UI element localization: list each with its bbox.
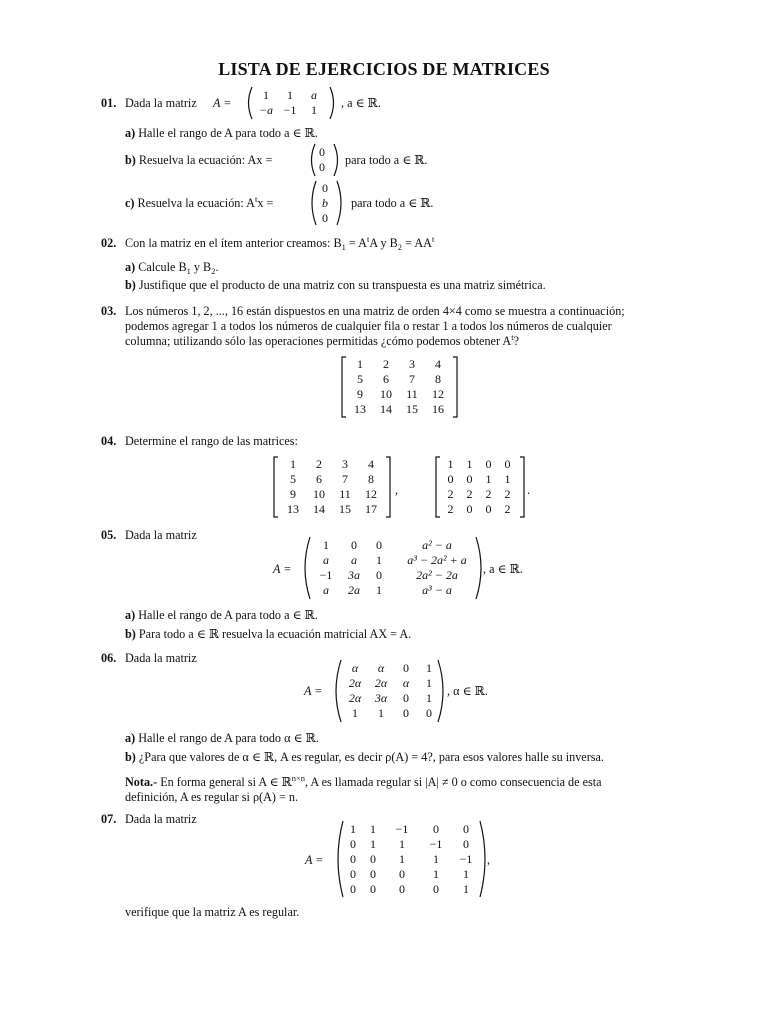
matrix-row — [280, 487, 384, 502]
matrix-cell: 0 — [399, 882, 405, 896]
matrix-table — [254, 88, 326, 118]
exercise-03-matrix — [347, 357, 451, 417]
matrix-row — [318, 211, 332, 226]
matrix-cell: 0 — [463, 822, 469, 836]
matrix-cell: 15 — [339, 502, 351, 516]
matrix-cell: 6 — [316, 472, 322, 486]
matrix-cell: 0 — [485, 502, 492, 516]
matrix-cell: α — [402, 676, 410, 690]
matrix-cell: 4 — [368, 457, 374, 471]
matrix-cell: 0 — [485, 457, 492, 471]
exercise-01c-tail: para todo a ∈ ℝ. — [351, 196, 434, 210]
matrix-cell: 0 — [433, 882, 439, 896]
matrix-cell: 12 — [432, 387, 444, 401]
matrix-cell: 2α — [348, 676, 362, 690]
matrix-cell: 2a — [348, 583, 360, 597]
matrix-cell: 2 — [466, 487, 473, 501]
matrix-cell: 0 — [463, 837, 469, 851]
exercise-06a: a) Halle el rango de A para todo α ∈ ℝ. — [125, 731, 319, 745]
exercise-06-condition: , α ∈ ℝ. — [447, 684, 488, 698]
exercise-07-matrix — [343, 822, 481, 897]
matrix-cell: 1 — [466, 457, 473, 471]
matrix-cell: 10 — [380, 387, 392, 401]
matrix-row — [441, 487, 517, 502]
matrix-cell: 6 — [383, 372, 389, 386]
matrix-cell: 0 — [370, 852, 376, 866]
matrix-cell: 0 — [350, 852, 356, 866]
matrix-cell: 1 — [376, 583, 382, 597]
matrix-cell: 17 — [365, 502, 377, 516]
matrix-cell: 1 — [287, 88, 293, 102]
matrix-cell: 2α — [374, 676, 388, 690]
matrix-row — [441, 457, 517, 472]
matrix-cell: 2 — [504, 487, 511, 501]
exercise-06-note-line1: Nota.- En forma general si A ∈ ℝ$^{n\times n}$, A es llamada regular si |A| ≠ 0 o como consecuencia de esta — [125, 773, 602, 789]
matrix-cell: 2 — [447, 487, 454, 501]
matrix-cell: 0 — [322, 181, 328, 195]
matrix-cell: 2 — [504, 502, 511, 516]
matrix-row — [347, 387, 451, 402]
matrix-row — [280, 472, 384, 487]
exercise-01-a-label: A = — [213, 96, 232, 110]
exercise-07-number: 07. — [101, 812, 117, 826]
exercise-04-number: 04. — [101, 434, 117, 448]
matrix-row — [280, 502, 384, 517]
matrix-cell: 1 — [426, 691, 432, 705]
matrix-cell: 0 — [403, 661, 409, 675]
matrix-row — [312, 583, 484, 598]
matrix-cell: 1 — [447, 457, 454, 471]
matrix-row — [347, 357, 451, 372]
matrix-cell: 0 — [319, 145, 325, 159]
matrix-cell: 15 — [406, 402, 418, 416]
matrix-cell: 1 — [433, 867, 439, 881]
matrix-table — [343, 822, 481, 897]
matrix-cell: 11 — [406, 387, 418, 401]
matrix-cell: 1 — [370, 837, 376, 851]
exercise-06b: b) ¿Para que valores de α ∈ ℝ, A es regular, es decir ρ(A) = 4?, para esos valores halle su inversa. — [125, 750, 604, 764]
matrix-cell: a³ − a — [422, 583, 452, 597]
matrix-cell: 7 — [342, 472, 348, 486]
matrix-table — [280, 457, 384, 517]
matrix-cell: 1 — [352, 706, 358, 720]
matrix-cell: 3a — [348, 568, 360, 582]
exercise-05a: a) Halle el rango de A para todo a ∈ ℝ. — [125, 608, 318, 622]
matrix-cell: 1 — [399, 837, 405, 851]
matrix-cell: 1 — [426, 661, 432, 675]
exercise-03-line1: Los números 1, 2, ..., 16 están dispuestos en una matriz de orden 4×4 como se muestra a continuación; — [125, 304, 625, 318]
matrix-cell: 7 — [409, 372, 415, 386]
matrix-cell: 1 — [399, 852, 405, 866]
matrix-cell: 12 — [365, 487, 377, 501]
matrix-cell: 2 — [383, 357, 389, 371]
matrix-row — [441, 472, 517, 487]
matrix-cell: 1 — [426, 676, 432, 690]
exercise-05-left-paren — [300, 536, 312, 600]
exercise-01-number: 01. — [101, 96, 117, 110]
matrix-row — [312, 553, 484, 568]
matrix-cell: 1 — [463, 882, 469, 896]
exercise-05b: b) Para todo a ∈ ℝ resuelva la ecuación matricial AX = A. — [125, 627, 412, 641]
matrix-cell: 9 — [357, 387, 363, 401]
exercise-02a: a) Calcule $B_1$ y $B_2$. — [125, 260, 219, 276]
matrix-table — [347, 357, 451, 417]
matrix-row — [254, 103, 326, 118]
matrix-cell: 1 — [350, 822, 356, 836]
matrix-cell: 2 — [316, 457, 322, 471]
matrix-cell: 3 — [342, 457, 348, 471]
exercise-02-text: Con la matriz en el ítem anterior creamos: $B_1 = A^tA$ y $B_2 = AA^t$ — [125, 234, 435, 252]
exercise-01-right-paren — [328, 86, 338, 120]
matrix-cell: 2a² − 2a — [416, 568, 458, 582]
exercise-03-right-bracket — [451, 356, 459, 418]
matrix-cell: −1 — [319, 568, 333, 582]
exercise-01c: c) Resuelva la ecuación: $A^tx$ = — [125, 194, 274, 210]
matrix-row — [441, 502, 517, 517]
exercise-01c-right-paren — [335, 180, 345, 226]
matrix-row — [254, 88, 326, 103]
matrix-cell: 0 — [350, 882, 356, 896]
matrix-cell: 14 — [313, 502, 325, 516]
matrix-cell: 2α — [348, 691, 362, 705]
matrix-cell: a³ − 2a² + a — [407, 553, 467, 567]
matrix-cell: 0 — [350, 837, 356, 851]
matrix-cell: 1 — [263, 88, 269, 102]
exercise-07-a-label: A = — [305, 853, 324, 867]
matrix-cell: 13 — [354, 402, 366, 416]
matrix-row — [342, 691, 440, 706]
matrix-cell: 0 — [370, 867, 376, 881]
matrix-cell: 1 — [485, 472, 492, 486]
matrix-cell: a — [311, 88, 317, 102]
exercise-01-condition: , a ∈ ℝ. — [341, 96, 381, 110]
matrix-cell: 16 — [432, 402, 444, 416]
exercise-06-note-line2: definición, A es regular si ρ(A) = n. — [125, 790, 299, 804]
matrix-table — [342, 661, 440, 721]
exercise-07-end: , — [487, 853, 491, 867]
exercise-04-m2-right-bracket — [518, 456, 526, 518]
exercise-01b: b) Resuelva la ecuación: Ax = — [125, 153, 273, 167]
matrix-cell: 1 — [504, 472, 511, 486]
matrix-cell: −1 — [459, 852, 473, 866]
exercise-06-number: 06. — [101, 651, 117, 665]
matrix-cell: 10 — [313, 487, 325, 501]
matrix-cell: 1 — [290, 457, 296, 471]
matrix-table — [441, 457, 517, 517]
matrix-row — [347, 402, 451, 417]
exercise-01b-vector — [316, 145, 328, 175]
matrix-row — [312, 568, 484, 583]
matrix-cell: −1 — [429, 837, 443, 851]
matrix-cell: 0 — [426, 706, 432, 720]
exercise-01b-right-paren — [332, 143, 342, 177]
matrix-cell: 1 — [463, 867, 469, 881]
exercise-03-number: 03. — [101, 304, 117, 318]
matrix-cell: α — [351, 661, 359, 675]
matrix-cell: 0 — [399, 867, 405, 881]
matrix-cell: 0 — [319, 160, 325, 174]
matrix-cell: 0 — [466, 472, 473, 486]
matrix-row — [318, 181, 332, 196]
matrix-row — [312, 538, 484, 553]
matrix-cell: 14 — [380, 402, 392, 416]
exercise-04-matrix-1 — [280, 457, 384, 517]
matrix-cell: a — [351, 553, 357, 567]
matrix-cell: −a — [258, 103, 274, 117]
matrix-cell: 0 — [376, 538, 382, 552]
matrix-cell: 3α — [374, 691, 388, 705]
matrix-cell: 13 — [287, 502, 299, 516]
matrix-cell: −1 — [283, 103, 297, 117]
exercise-05-matrix — [312, 538, 484, 598]
exercise-01-intro: Dada la matriz — [125, 96, 197, 110]
matrix-cell: 5 — [357, 372, 363, 386]
exercise-01-matrix — [254, 88, 326, 118]
matrix-row — [343, 867, 481, 882]
exercise-03-line2: podemos agregar 1 a todos los números de cualquier fila o restar 1 a todos los números de cualquier — [125, 319, 612, 333]
exercise-06-matrix — [342, 661, 440, 721]
matrix-table — [318, 181, 332, 226]
matrix-row — [280, 457, 384, 472]
matrix-cell: 1 — [357, 357, 363, 371]
matrix-cell: 11 — [339, 487, 351, 501]
matrix-cell: 3 — [409, 357, 415, 371]
matrix-cell: 0 — [370, 882, 376, 896]
matrix-row — [316, 145, 328, 160]
matrix-cell: 0 — [433, 822, 439, 836]
matrix-cell: 5 — [290, 472, 296, 486]
matrix-cell: 1 — [323, 538, 329, 552]
matrix-cell: α — [377, 661, 385, 675]
matrix-row — [347, 372, 451, 387]
exercise-04-matrix-2 — [441, 457, 517, 517]
matrix-row — [343, 837, 481, 852]
exercise-05-text: Dada la matriz — [125, 528, 197, 542]
matrix-cell: 1 — [376, 553, 382, 567]
matrix-cell: 1 — [311, 103, 317, 117]
exercise-04-text: Determine el rango de las matrices: — [125, 434, 298, 448]
matrix-cell: a — [323, 583, 329, 597]
exercise-01c-vector — [318, 181, 332, 226]
matrix-cell: 2 — [485, 487, 492, 501]
matrix-cell: a — [323, 553, 329, 567]
exercise-01c-left-paren — [308, 180, 318, 226]
exercise-04-separator: , — [395, 483, 399, 497]
exercise-01b-tail: para todo a ∈ ℝ. — [345, 153, 428, 167]
exercise-02-number: 02. — [101, 236, 117, 250]
matrix-row — [343, 852, 481, 867]
matrix-row — [342, 661, 440, 676]
matrix-cell: 4 — [435, 357, 441, 371]
exercise-05-number: 05. — [101, 528, 117, 542]
matrix-cell: −1 — [395, 822, 409, 836]
exercise-06-text: Dada la matriz — [125, 651, 197, 665]
matrix-cell: 0 — [403, 691, 409, 705]
matrix-cell: 0 — [403, 706, 409, 720]
matrix-row — [342, 676, 440, 691]
exercise-04-m1-left-bracket — [272, 456, 280, 518]
matrix-cell: 0 — [466, 502, 473, 516]
matrix-cell: 0 — [504, 457, 511, 471]
exercise-01a: a) Halle el rango de A para todo a ∈ ℝ. — [125, 126, 318, 140]
matrix-cell: 0 — [376, 568, 382, 582]
matrix-row — [343, 822, 481, 837]
matrix-cell: 2 — [447, 502, 454, 516]
matrix-cell: 8 — [435, 372, 441, 386]
matrix-cell: 1 — [433, 852, 439, 866]
exercise-04-end: . — [527, 483, 531, 497]
matrix-cell: 9 — [290, 487, 296, 501]
matrix-cell: 1 — [378, 706, 384, 720]
exercise-07-text: Dada la matriz — [125, 812, 197, 826]
matrix-cell: b — [322, 196, 328, 210]
matrix-row — [343, 882, 481, 897]
matrix-cell: 0 — [447, 472, 454, 486]
matrix-row — [342, 706, 440, 721]
exercise-05-a-label: A = — [273, 562, 292, 576]
matrix-table — [316, 145, 328, 175]
exercise-02b: b) Justifique que el producto de una matriz con su transpuesta es una matriz simétrica. — [125, 278, 546, 292]
exercise-07-tail: verifique que la matriz A es regular. — [125, 905, 300, 919]
exercise-05-condition: , a ∈ ℝ. — [483, 562, 523, 576]
exercise-01-left-paren — [244, 86, 254, 120]
matrix-cell: 8 — [368, 472, 374, 486]
exercise-03-line3: columna; utilizando sólo las operaciones permitidas ¿cómo podemos obtener $A^t$? — [125, 332, 519, 348]
page-title: LISTA DE EJERCICIOS DE MATRICES — [218, 59, 550, 79]
exercise-04-m1-right-bracket — [384, 456, 392, 518]
matrix-cell: 1 — [370, 822, 376, 836]
matrix-table — [312, 538, 484, 598]
matrix-row — [318, 196, 332, 211]
matrix-cell: 0 — [322, 211, 328, 225]
matrix-cell: a² − a — [422, 538, 452, 552]
matrix-cell: 0 — [351, 538, 357, 552]
exercise-06-a-label: A = — [304, 684, 323, 698]
matrix-cell: 0 — [350, 867, 356, 881]
matrix-row — [316, 160, 328, 175]
